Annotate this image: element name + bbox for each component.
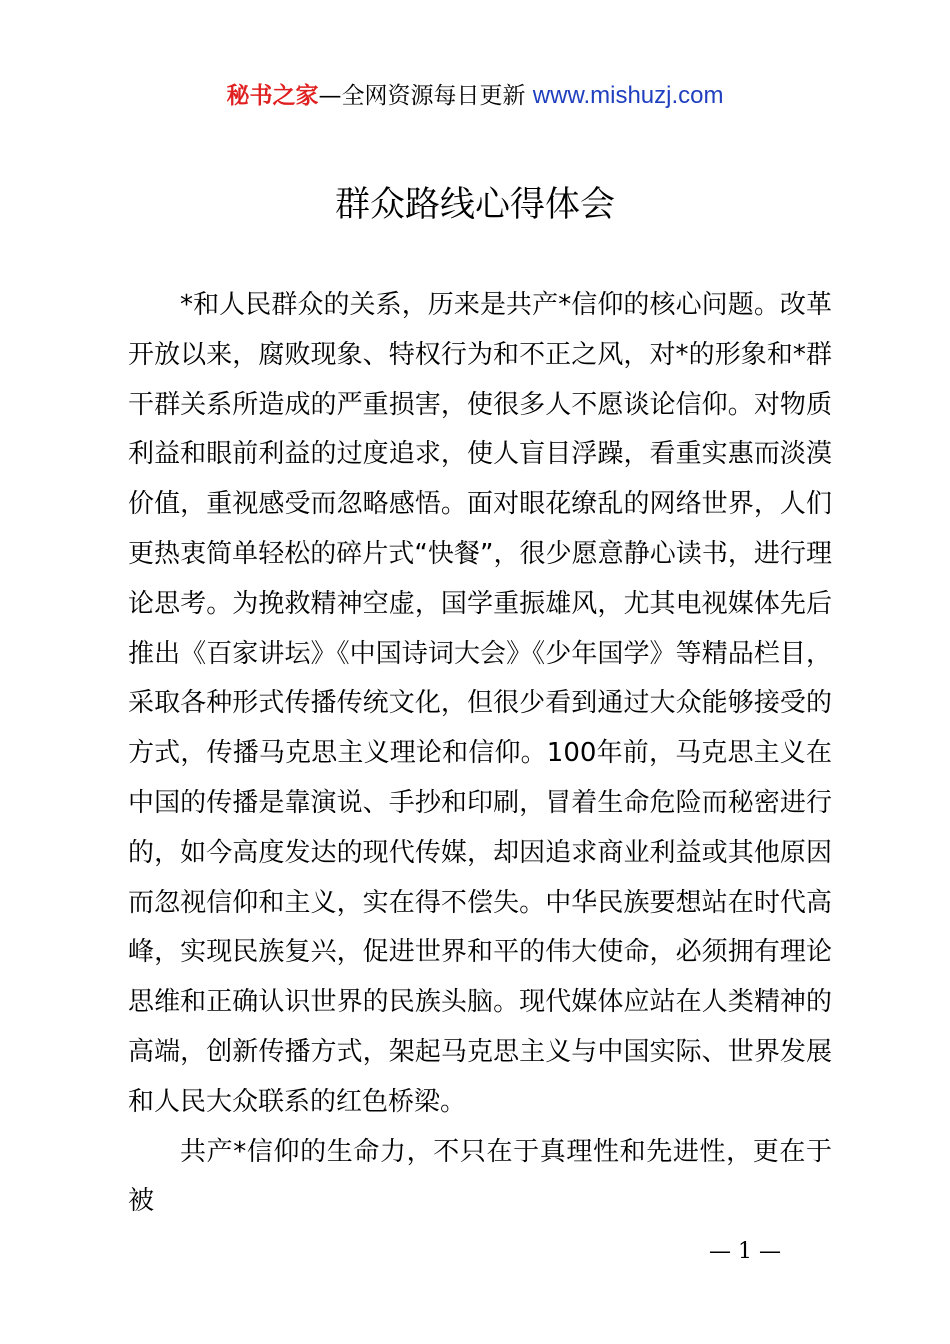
site-header bbox=[0, 82, 950, 110]
document-body bbox=[128, 281, 832, 1227]
site-url-link[interactable]: www.mishuzj.com bbox=[532, 82, 724, 109]
paragraph-1: *和人民群众的关系，历来是共产*信仰的核心问题。改革开放以来，腐败现象、特权行为和不正之风，对*的形象和*群干群关系所造成的严重损害，使很多人不愿谈论信仰。对物质利益和眼前利益的过度追求，使人盲目浮躁，看重实惠而淡漠价值，重视感受而忽略感悟。面对眼花缭乱的网络世界，人们更热衷简单轻松的碎片式“快餐”，很少愿意静心读书，进行理论思考。为挽救精神空虚，国学重振雄风，尤其电视媒体先后推出《百家讲坛》《中国诗词大会》《少年国学》等精品栏目，采取各种形式传播传统文化，但很少看到通过大众能够接受的方式，传播马克思主义理论和信仰。100年前，马克思主义在中国的传播是靠演说、手抄和印刷，冒着生命危险而秘密进行的，如今高度发达的现代传媒，却因追求商业利益或其他原因而忽视信仰和主义，实在得不偿失。中华民族要想站在时代高峰，实现民族复兴，促进世界和平的伟大使命，必须拥有理论思维和正确认识世界的民族头脑。现代媒体应站在人类精神的高端，创新传播方式，架起马克思主义与中国实际、世界发展和人民大众联系的红色桥梁。 bbox=[128, 290, 832, 1117]
document-title: 群众路线心得体会 bbox=[334, 185, 615, 225]
paragraph-2: 共产*信仰的生命力，不只在于真理性和先进性，更在于被 bbox=[128, 1136, 832, 1217]
page-number: — 1 — bbox=[709, 1239, 781, 1264]
site-slogan: —全网资源每日更新 bbox=[318, 83, 533, 109]
site-brand: 秘书之家 bbox=[226, 83, 319, 109]
